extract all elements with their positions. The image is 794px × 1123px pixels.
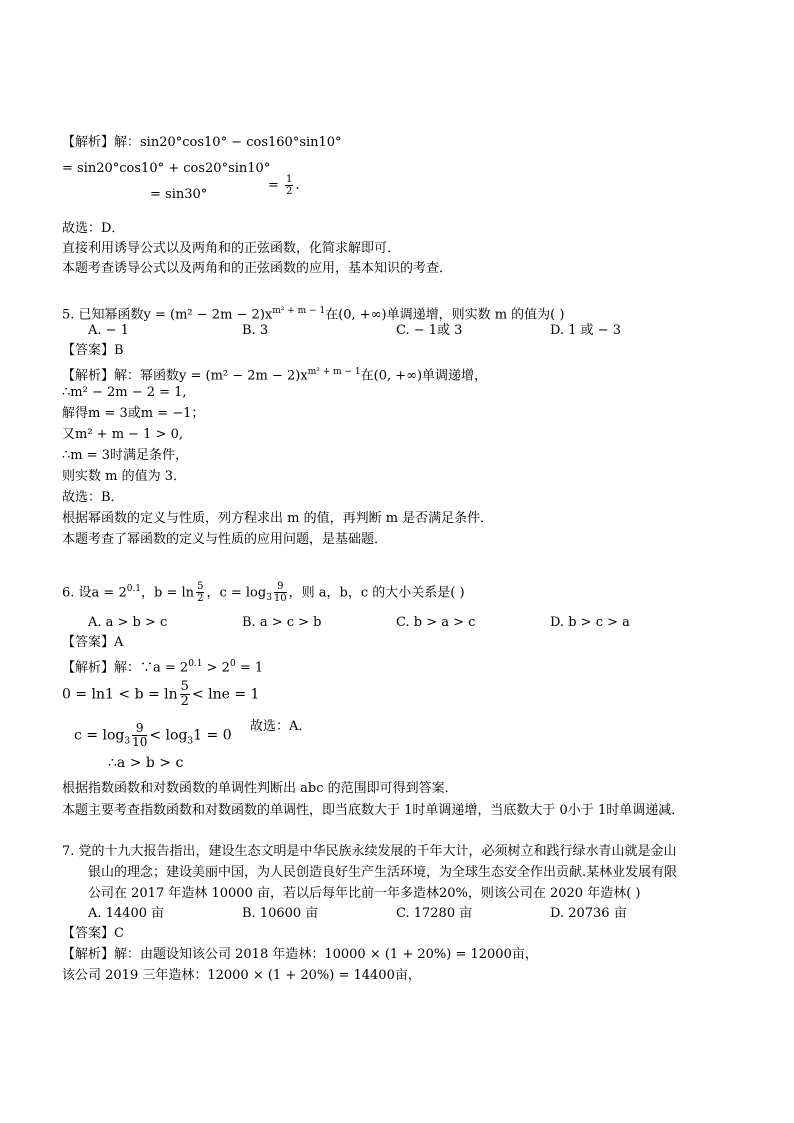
q7-answer: 【答案】C [62, 926, 124, 941]
q6-analysis-line1: 【解析】解：∵a = $2^{0.1} > 2^0 = 1$ [62, 659, 264, 676]
q7-analysis-line1: 【解析】解：由题设知该公司 2018 年造林：10000 × (1 + 20%) = 12000亩， [62, 947, 538, 962]
q5-answer: 【答案】B [62, 343, 124, 358]
q7-stem-line2: 银山的理念；建设美丽中国，为人民创造良好生产生活环境，为全球生态安全作出贡献.某林业发展有限 [88, 865, 678, 880]
q4-analysis-result: = $\frac{1}{2}$ . [268, 174, 300, 197]
q6-answer: 【答案】A [62, 635, 124, 650]
fraction: $\frac{5}{2}$ [180, 679, 189, 709]
q5-analysis-line2: ∴m² − 2m − 2 = 1, [62, 385, 187, 400]
q6-stem: 6. 设$a = 2^{0.1}$，b = ln $\frac{5}{2}$ ，$c = \log_3$ $\frac{9}{10}$ ，则 a，b，c 的大小关系是( ) [62, 581, 465, 605]
q6-option-c: C. b > a > c [396, 615, 476, 630]
fraction: $\frac{9}{10}$ [132, 721, 148, 749]
q6-analysis-line3: $c = \log_3$ $\frac{9}{10}$ < $\log_31 = 0$ [74, 721, 232, 749]
q6-choice: 故选：A． [250, 719, 312, 734]
q7-option-b: B. 10600 亩 [242, 906, 319, 921]
q7-analysis-line2: 该公司 2019 三年造林：12000 × (1 + 20%) = 14400亩， [62, 968, 421, 983]
q6-option-d: D. b > c > a [550, 615, 630, 630]
q5-stem: 5. 已知幂函数$y = (m^2 - 2m - 2)x^{m^2 + m - 1}$在(0, +∞)单调递增，则实数 m 的值为( ) [62, 306, 565, 323]
q4-choice: 故选：D． [62, 221, 125, 236]
q5-option-a: A. − 1 [88, 323, 129, 338]
q7-stem-line3: 公司在 2017 年造林 10000 亩，若以后每年比前一年多造林20%，则该公司在 2020 年造林( ) [88, 886, 641, 901]
q5-summary: 本题考查了幂函数的定义与性质的应用问题，是基础题． [62, 532, 388, 547]
q4-analysis-line1: 【解析】解：sin20°cos10° − cos160°sin10° [62, 135, 342, 150]
q6-option-b: B. a > c > b [242, 615, 322, 630]
fraction: $\frac{9}{10}$ [273, 581, 287, 605]
q5-option-d: D. 1 或 − 3 [550, 323, 622, 338]
q7-option-d: D. 20736 亩 [550, 906, 627, 921]
q7-option-c: C. 17280 亩 [396, 906, 473, 921]
fraction: $\frac{1}{2}$ [286, 174, 293, 197]
q6-summary: 本题主要考查指数函数和对数函数的单调性，即当底数大于 1时单调递增，当底数大于 0小于 1时单调递减． [62, 803, 685, 818]
q6-method: 根据指数函数和对数函数的单调性判断出 abc 的范围即可得到答案． [62, 781, 458, 796]
q4-analysis-line3: = sin30° [150, 187, 208, 202]
q5-option-c: C. − 1或 3 [396, 323, 463, 338]
q5-analysis-line4: 又m² + m − 1 > 0, [62, 427, 184, 442]
q5-analysis-line6: 则实数 m 的值为 3． [62, 469, 186, 484]
q4-analysis-line2: = sin20°cos10° + cos20°sin10° [62, 161, 271, 176]
q5-analysis-line3: 解得m = 3或m = −1； [62, 406, 205, 421]
q4-summary: 本题考查诱导公式以及两角和的正弦函数的应用，基本知识的考查． [62, 261, 453, 276]
q4-method: 直接利用诱导公式以及两角和的正弦函数，化简求解即可． [62, 241, 401, 256]
q5-analysis-line1: 【解析】解：幂函数$y = (m^2 - 2m - 2)x^{m^2 + m - 1}$在(0, +∞)单调递增， [62, 367, 488, 384]
q5-choice: 故选：B． [62, 490, 124, 505]
q7-option-a: A. 14400 亩 [88, 906, 165, 921]
q5-method: 根据幂函数的定义与性质，列方程求出 m 的值，再判断 m 是否满足条件． [62, 511, 494, 526]
q5-option-b: B. 3 [242, 323, 269, 338]
q6-analysis-line4: ∴a > b > c [108, 755, 184, 771]
fraction: $\frac{5}{2}$ [197, 581, 204, 605]
q6-analysis-line2: 0 = ln1 < b = ln $\frac{5}{2}$ < lne = 1 [62, 679, 260, 709]
q6-option-a: A. a > b > c [88, 615, 168, 630]
q5-analysis-line5: ∴m = 3时满足条件， [62, 448, 189, 463]
q7-stem-line1: 7. 党的十九大报告指出，建设生态文明是中华民族永续发展的千年大计，必须树立和践行绿水青山就是金山 [62, 844, 677, 859]
